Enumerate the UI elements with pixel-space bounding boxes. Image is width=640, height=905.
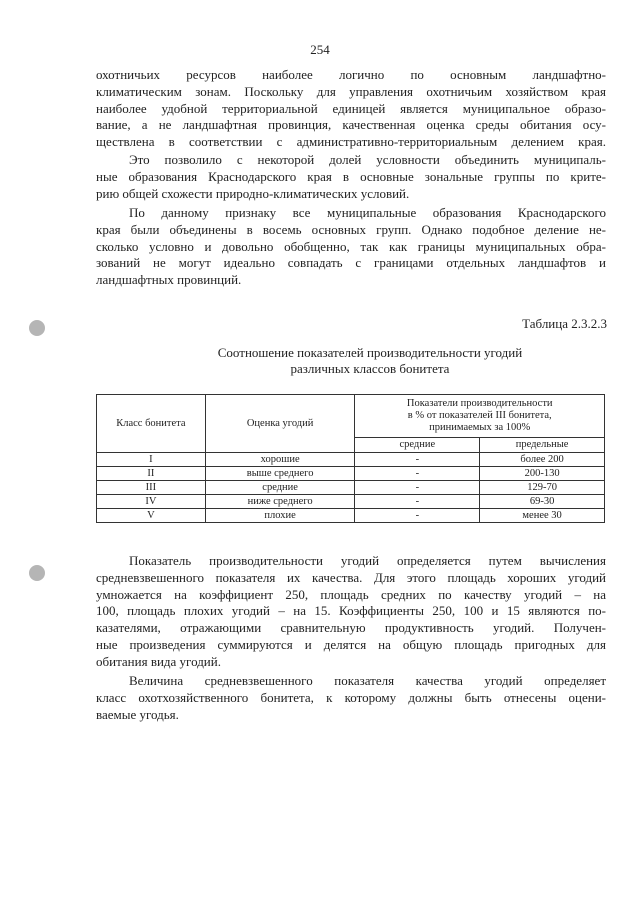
text-line: сколько условно и довольно обобщенно, так как границы муниципальных обра- xyxy=(96,238,606,254)
text-line: климатическим зонам. Поскольку для управления охотничьим хозяйством края xyxy=(96,83,606,99)
table-title-line: Соотношение показателей производительности угодий xyxy=(217,345,523,360)
cell-average: - xyxy=(355,509,480,523)
cell-average: - xyxy=(355,467,480,481)
paragraph-3 xyxy=(96,205,606,289)
paragraph-5 xyxy=(96,673,606,723)
header-indicators xyxy=(355,395,605,438)
punch-hole xyxy=(29,320,45,336)
header-rating: Оценка угодий xyxy=(205,395,355,453)
bonitet-table xyxy=(96,394,605,523)
text-line: казателями, отражающими сравнительную продуктивность угодий. Получен- xyxy=(96,620,606,636)
table-row xyxy=(97,509,605,523)
table-label: Таблица 2.3.2.3 xyxy=(522,316,607,331)
cell-average: - xyxy=(355,495,480,509)
punch-hole xyxy=(29,565,45,581)
text-line: средневзвешенного показателя их качества. Для этого площадь хороших угодий xyxy=(96,569,606,585)
text-line: края были объединены в восемь основных групп. Однако подобное деление не- xyxy=(96,221,606,237)
text-line: По данному признаку все муниципальные образования Краснодарского xyxy=(129,205,606,220)
cell-limit: более 200 xyxy=(480,453,605,467)
cell-rating: средние xyxy=(205,481,355,495)
cell-average: - xyxy=(355,453,480,467)
text-line: рию общей схожести природно-климатических условий. xyxy=(96,185,410,201)
table-title xyxy=(96,345,640,377)
header-average: средние xyxy=(355,438,480,453)
header-indicators-line: принимаемых за 100% xyxy=(429,422,531,433)
cell-rating: выше среднего xyxy=(205,467,355,481)
text-line: ные произведения суммируются и делятся на общую площадь пригодных для xyxy=(96,636,606,652)
header-indicators-line: Показатели производительности xyxy=(406,398,553,409)
text-line: 100, площадь плохих угодий – на 15. Коэффициенты 250, 100 и 15 являются по- xyxy=(96,603,606,619)
cell-limit: 129-70 xyxy=(480,481,605,495)
paragraph-1 xyxy=(96,67,606,151)
paragraph-4 xyxy=(96,553,606,671)
cell-average: - xyxy=(355,481,480,495)
text-line: ландшафтных провинций. xyxy=(96,272,242,288)
text-line: зований не могут идеально совпадать с границами отдельных ландшафтов и xyxy=(96,255,606,271)
text-line: Величина средневзвешенного показателя качества угодий определяет xyxy=(129,673,606,688)
header-indicators-line: в % от показателей III бонитета, xyxy=(407,410,552,421)
cell-limit: 69-30 xyxy=(480,495,605,509)
cell-limit: 200-130 xyxy=(480,467,605,481)
text-line: ваемые угодья. xyxy=(96,706,179,722)
cell-class: IV xyxy=(97,495,206,509)
text-line: наиболее удобной территориальной единицей является муниципальное образо- xyxy=(96,100,606,116)
table-row xyxy=(97,481,605,495)
text-line: Это позволило с некоторой долей условности объединить муниципаль- xyxy=(129,152,606,167)
text-line: умножается на коэффициент 250, площадь средних по качеству угодий – на xyxy=(96,586,606,602)
text-line: обитания вида угодий. xyxy=(96,653,221,669)
cell-rating: плохие xyxy=(205,509,355,523)
cell-limit: менее 30 xyxy=(480,509,605,523)
cell-rating: хорошие xyxy=(205,453,355,467)
text-line: класс охотхозяйственного бонитета, к которому должны быть отнесены оцени- xyxy=(96,689,606,705)
table-row xyxy=(97,495,605,509)
text-line: ные образования Краснодарского края в основные зональные группы по крите- xyxy=(96,168,606,184)
cell-class: II xyxy=(97,467,206,481)
table-row xyxy=(97,453,605,467)
text-line: вание, а не ландшафтная провинция, качественная оценка среды обитания осу- xyxy=(96,117,606,133)
cell-class: V xyxy=(97,509,206,523)
cell-rating: ниже среднего xyxy=(205,495,355,509)
table-title-line: различных классов бонитета xyxy=(290,361,450,376)
text-line: ществлена в соответствии с административно-территориальным делением края. xyxy=(96,134,606,150)
header-limit: предельные xyxy=(480,438,605,453)
cell-class: I xyxy=(97,453,206,467)
page-number: 254 xyxy=(310,42,330,57)
header-class: Класс бонитета xyxy=(97,395,206,453)
paragraph-2 xyxy=(96,152,606,202)
table-row xyxy=(97,467,605,481)
text-line: охотничьих ресурсов наиболее логично по основным ландшафтно- xyxy=(96,67,606,82)
text-line: Показатель производительности угодий определяется путем вычисления xyxy=(129,553,606,568)
cell-class: III xyxy=(97,481,206,495)
